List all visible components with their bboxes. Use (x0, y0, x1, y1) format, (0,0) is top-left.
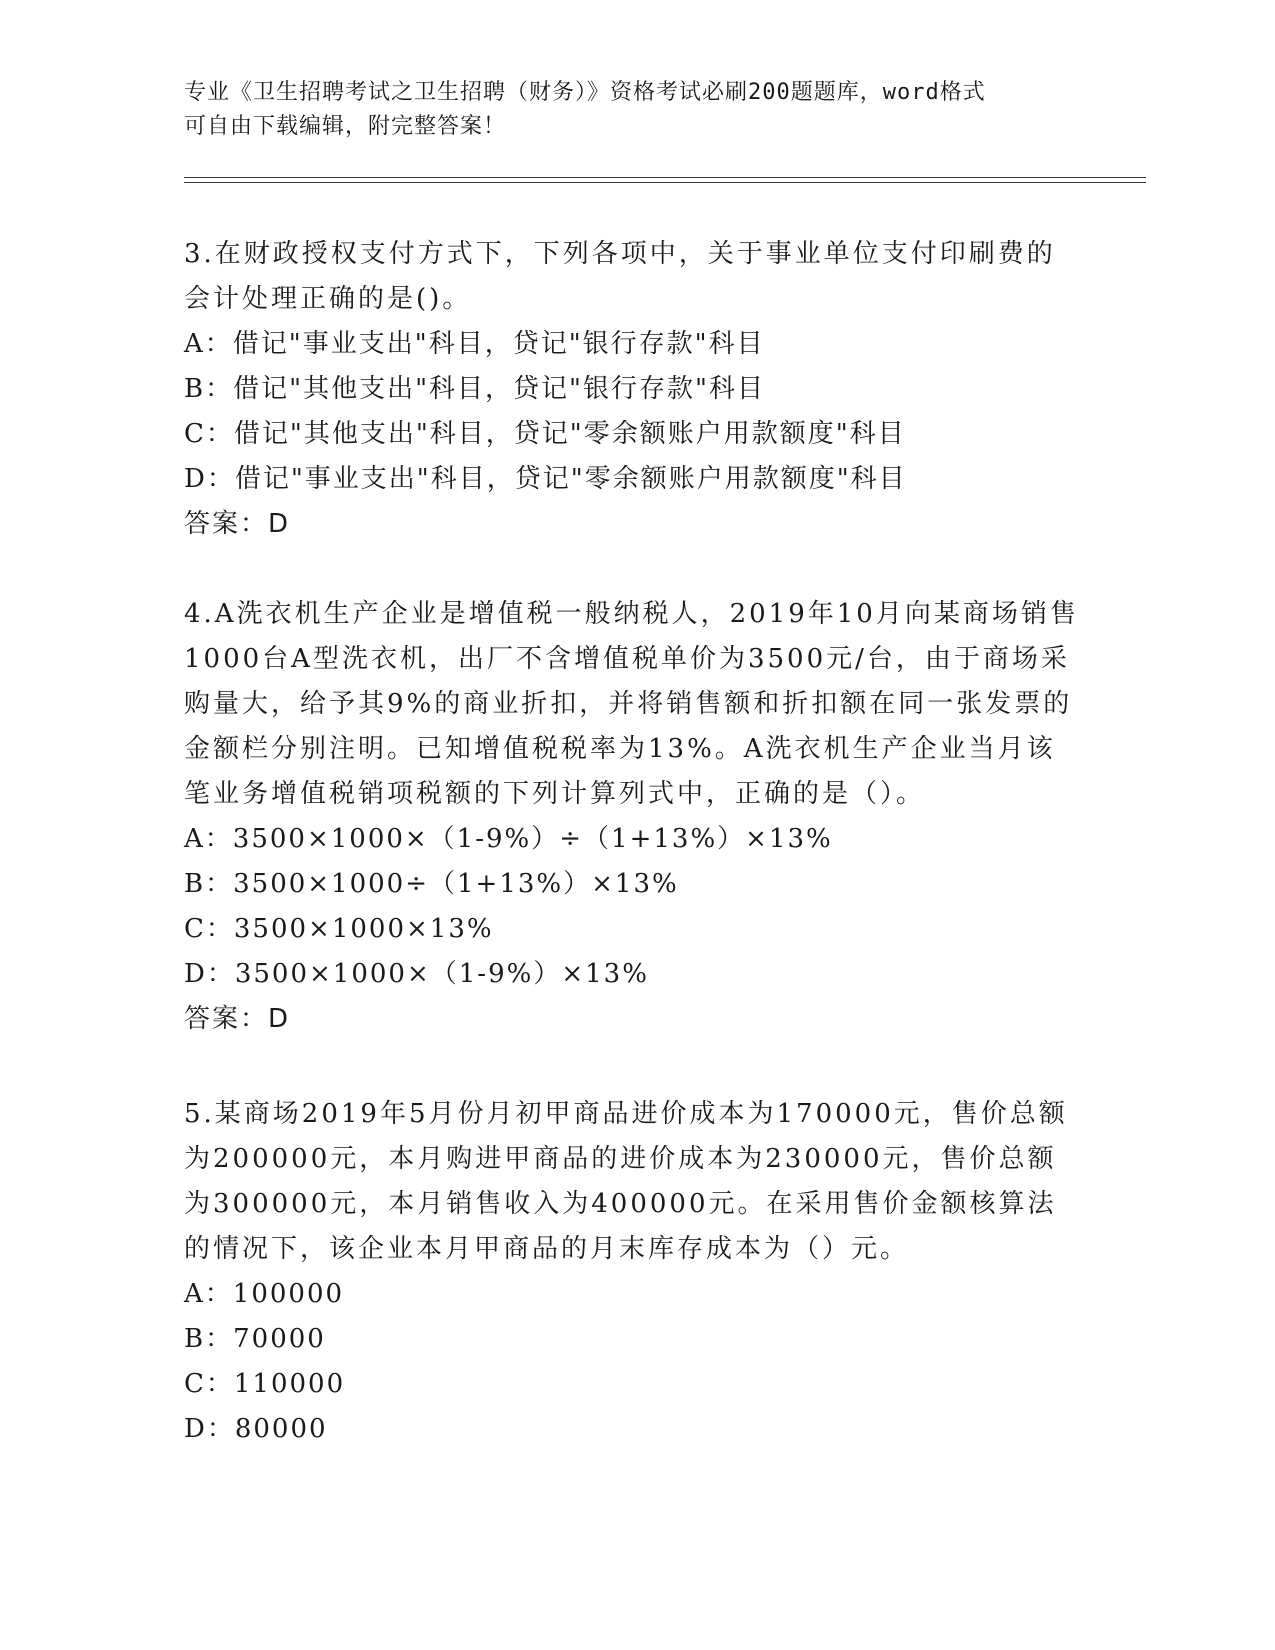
question-5 (184, 1092, 1084, 1452)
option-d: D：3500×1000×（1-9%）×13% (184, 959, 649, 989)
question-3 (184, 232, 1084, 547)
header-divider-top (184, 177, 1146, 178)
document-header (184, 76, 1064, 144)
option-a: A：100000 (184, 1279, 345, 1309)
option-b: B：借记"其他支出"科目，贷记"银行存款"科目 (184, 374, 765, 404)
option-c: C：借记"其他支出"科目，贷记"零余额账户用款额度"科目 (184, 419, 906, 449)
header-divider-bottom (184, 182, 1146, 183)
option-d: D：借记"事业支出"科目，贷记"零余额账户用款额度"科目 (184, 464, 907, 494)
option-b: B：70000 (184, 1324, 326, 1354)
header-line-1: 专业《卫生招聘考试之卫生招聘（财务）》资格考试必刷200题题库，word格式 (184, 80, 986, 105)
option-d: D：80000 (184, 1414, 328, 1444)
answer: 答案：D (184, 1004, 291, 1034)
option-a: A：3500×1000×（1-9%）÷（1+13%）×13% (184, 824, 833, 854)
question-text: 5.某商场2019年5月份月初甲商品进价成本为170000元，售价总额为200000元，本月购进甲商品的进价成本为230000元，售价总额为300000元，本月销售收入为400000元。在采用售价金额核算法的情况下，该企业本月甲商品的月末库存成本为（）元。 (184, 1099, 1068, 1264)
question-text: 3.在财政授权支付方式下，下列各项中，关于事业单位支付印刷费的会计处理正确的是()。 (184, 239, 1056, 314)
option-a: A：借记"事业支出"科目，贷记"银行存款"科目 (184, 329, 765, 359)
question-text: 4.A洗衣机生产企业是增值税一般纳税人，2019年10月向某商场销售1000台A型洗衣机，出厂不含增值税单价为3500元/台，由于商场采购量大，给予其9%的商业折扣，并将销售额和折扣额在同一张发票的金额栏分别注明。已知增值税税率为13%。A洗衣机生产企业当月该笔业务增值税销项税额的下列计算列式中，正确的是（）。 (184, 599, 1079, 809)
header-line-2: 可自由下载编辑，附完整答案！ (184, 114, 507, 139)
option-b: B：3500×1000÷（1+13%）×13% (184, 869, 679, 899)
option-c: C：3500×1000×13% (184, 914, 494, 944)
answer: 答案：D (184, 509, 291, 539)
question-4 (184, 592, 1084, 1042)
option-c: C：110000 (184, 1369, 346, 1399)
